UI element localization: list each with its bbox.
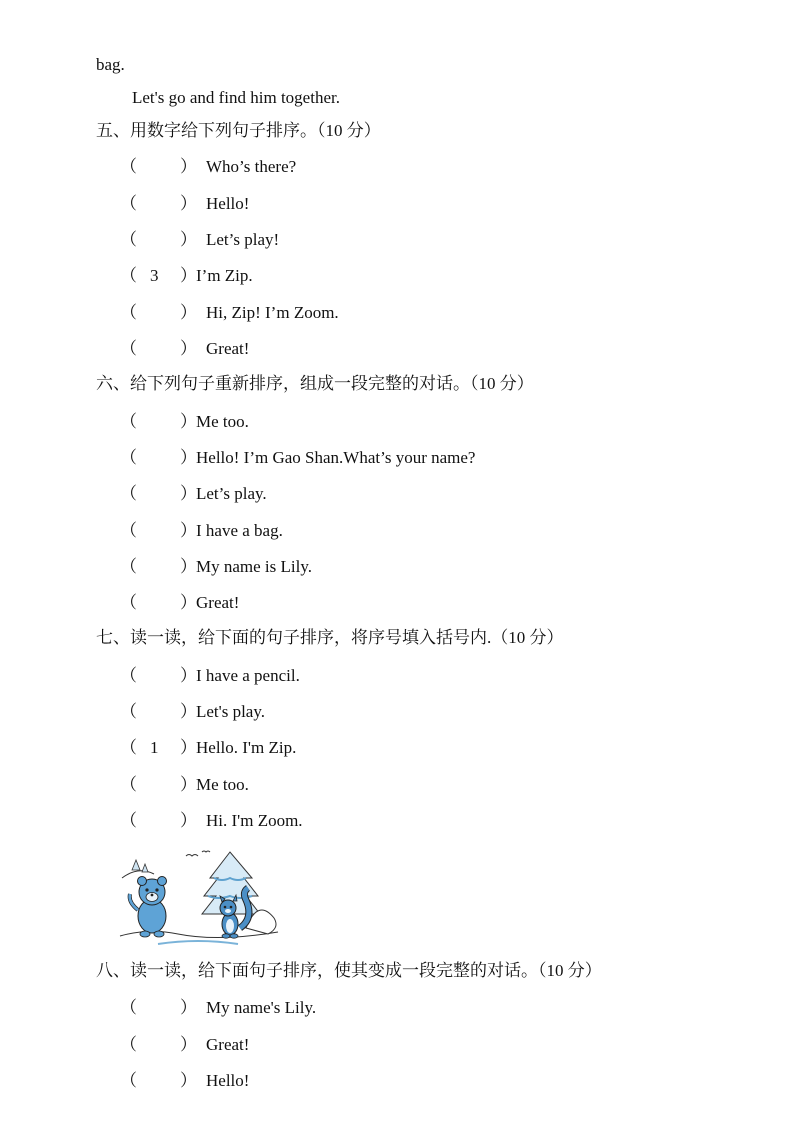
paren-open: （ <box>120 738 137 757</box>
paren-close: ） <box>180 557 197 576</box>
sentence-text: Let’s play. <box>196 484 267 503</box>
paren-close: ） <box>180 775 197 794</box>
sentence-text: Let’s play! <box>206 230 280 249</box>
sentence-text: Hello! I’m Gao Shan.What’s your name? <box>196 448 476 467</box>
paren-close: ） <box>180 230 197 249</box>
paren-close: ） <box>180 738 197 757</box>
section-7-heading: 七、读一读，给下面的句子排序，将序号填入括号内.（10 分） <box>96 628 564 647</box>
paren-close: ） <box>180 521 197 540</box>
paren-open: （ <box>120 557 137 576</box>
paren-open: （ <box>120 303 137 322</box>
paren-close: ） <box>180 484 197 503</box>
paren-open: （ <box>120 448 137 467</box>
sentence-text: I have a bag. <box>196 521 283 540</box>
paren-open: （ <box>120 775 137 794</box>
answer-blank[interactable]: 3 <box>150 266 159 285</box>
sentence-text: Great! <box>206 1035 250 1054</box>
bear-and-squirrel-winter-illustration <box>118 848 280 948</box>
sentence-text: My name's Lily. <box>206 998 317 1017</box>
sentence-text: My name is Lily. <box>196 557 312 576</box>
paren-open: （ <box>120 702 137 721</box>
answer-blank[interactable]: 1 <box>150 738 159 757</box>
paren-close: ） <box>180 1035 197 1054</box>
paren-close: ） <box>180 157 197 176</box>
paren-open: （ <box>120 1035 137 1054</box>
sentence-text: Me too. <box>196 775 249 794</box>
sentence-text: Hi. I'm Zoom. <box>206 811 303 830</box>
paren-open: （ <box>120 412 137 431</box>
sentence-text: Hello! <box>206 1071 250 1090</box>
paren-open: （ <box>120 339 137 358</box>
sentence-text: Hello! <box>206 194 250 213</box>
sentence-text: Great! <box>206 339 250 358</box>
paren-open: （ <box>120 593 137 612</box>
sentence-text: I’m Zip. <box>196 266 253 285</box>
paren-close: ） <box>180 593 197 612</box>
paren-close: ） <box>180 1071 197 1090</box>
sentence-text: Hi, Zip! I’m Zoom. <box>206 303 339 322</box>
sentence-text: Me too. <box>196 412 249 431</box>
paren-open: （ <box>120 811 137 830</box>
sentence-text: I have a pencil. <box>196 666 300 685</box>
paren-open: （ <box>120 521 137 540</box>
section-6-heading: 六、给下列句子重新排序，组成一段完整的对话。（10 分） <box>96 374 534 393</box>
sentence-text: Great! <box>196 593 240 612</box>
sentence-text: Let's play. <box>196 702 265 721</box>
paren-close: ） <box>180 194 197 213</box>
paren-open: （ <box>120 666 137 685</box>
paren-open: （ <box>120 998 137 1017</box>
paren-open: （ <box>120 1071 137 1090</box>
paren-close: ） <box>180 702 197 721</box>
paren-close: ） <box>180 448 197 467</box>
paren-close: ） <box>180 266 197 285</box>
paren-close: ） <box>180 811 197 830</box>
paren-open: （ <box>120 194 137 213</box>
sentence-text: Hello. I'm Zip. <box>196 738 297 757</box>
intro-line-1: bag. <box>96 55 125 74</box>
paren-open: （ <box>120 266 137 285</box>
section-5-heading: 五、用数字给下列句子排序。（10 分） <box>96 121 381 140</box>
paren-close: ） <box>180 412 197 431</box>
paren-open: （ <box>120 230 137 249</box>
sentence-text: Who’s there? <box>206 157 297 176</box>
section-8-heading: 八、读一读，给下面句子排序，使其变成一段完整的对话。（10 分） <box>96 961 602 980</box>
paren-close: ） <box>180 303 197 322</box>
paren-close: ） <box>180 339 197 358</box>
paren-open: （ <box>120 157 137 176</box>
paren-close: ） <box>180 998 197 1017</box>
paren-open: （ <box>120 484 137 503</box>
paren-close: ） <box>180 666 197 685</box>
intro-line-2: Let's go and find him together. <box>132 88 340 107</box>
